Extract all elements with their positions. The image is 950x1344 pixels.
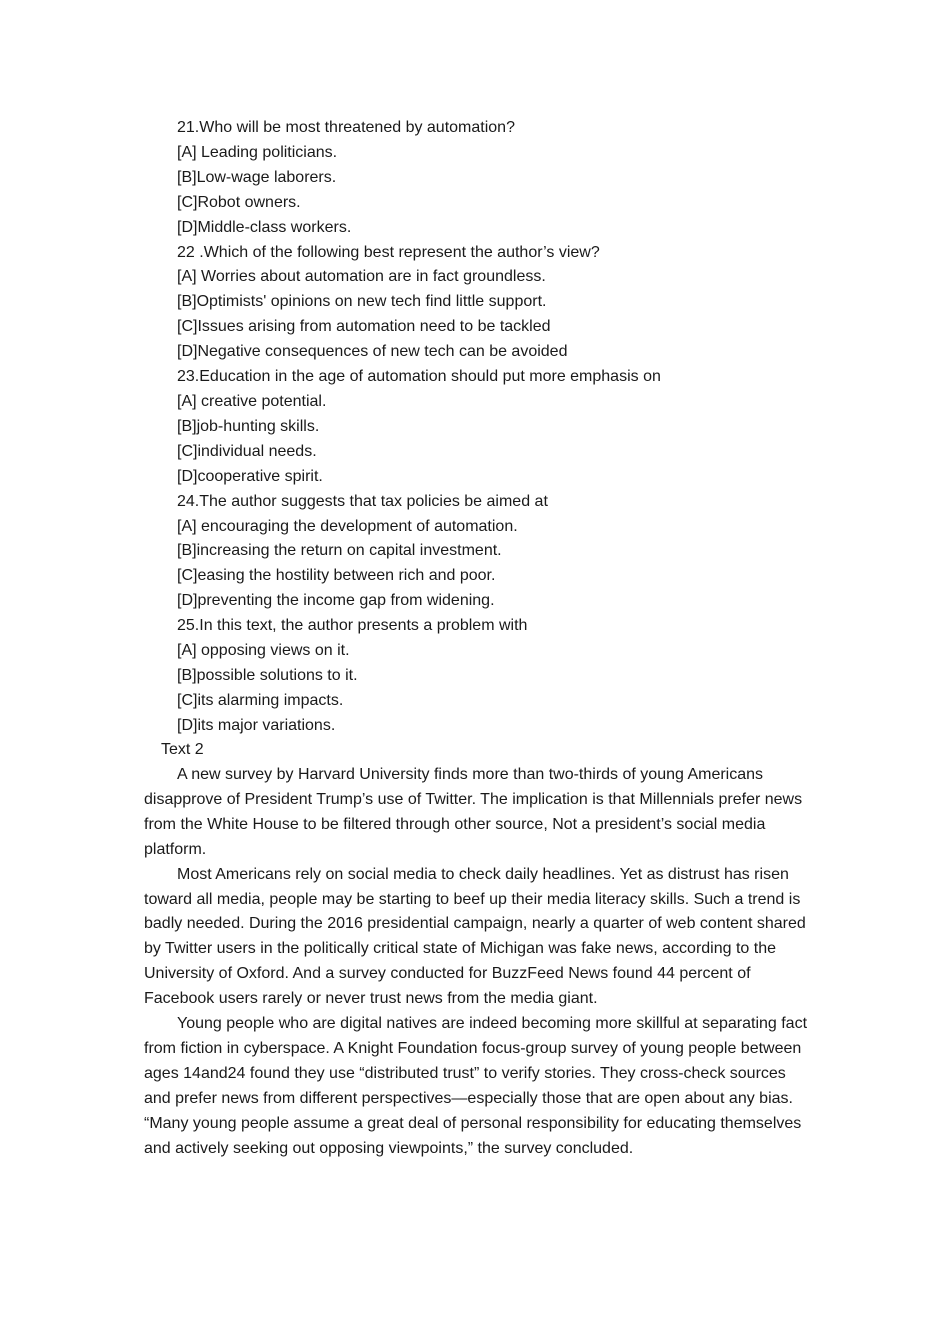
option-d: [D]Negative consequences of new tech can be avoided [177,343,568,361]
question-stem: 23.Education in the age of automation should put more emphasis on [177,368,661,386]
option-b: [B]increasing the return on capital investment. [177,542,502,560]
option-a: [A] Leading politicians. [177,143,338,161]
option-c: [C]Issues arising from automation need to be tackled [177,318,551,336]
option-b: [B]job-hunting skills. [177,417,320,435]
option-b: [B]possible solutions to it. [177,666,358,684]
section-title: Text 2 [161,741,204,758]
option-d: [D]cooperative spirit. [177,467,323,485]
question-22 [177,241,817,366]
option-d: [D]preventing the income gap from widening. [177,592,495,610]
option-c: [C]easing the hostility between rich and poor. [177,567,496,585]
question-list [177,116,817,739]
question-stem: 25.In this text, the author presents a problem with [177,617,528,635]
paragraph: Young people who are digital natives are indeed becoming more skillful at separating fact from fiction in cyberspace. A Knight Foundation focus-group survey of young people between ages 14and24 found they use “distributed trust” to verify stories. They cross-check sources and prefer news from different perspectives—especially those that are open about any bias. “Many young people assume a great deal of personal responsibility for educating themselves and actively seeking out opposing viewpoints,” the survey concluded. [144,1015,808,1157]
option-b: [B]Low-wage laborers. [177,168,337,186]
question-stem: 22 .Which of the following best represent the author’s view? [177,243,600,261]
option-b: [B]Optimists' opinions on new tech find little support. [177,293,547,311]
question-25 [177,614,817,739]
option-a: [A] creative potential. [177,392,327,410]
option-c: [C]individual needs. [177,442,317,460]
question-stem: 24.The author suggests that tax policies be aimed at [177,492,548,510]
option-d: [D]Middle-class workers. [177,218,352,236]
option-a: [A] encouraging the development of automation. [177,517,518,535]
question-21 [177,116,817,241]
question-23 [177,365,817,490]
option-a: [A] Worries about automation are in fact groundless. [177,268,546,286]
option-c: [C]Robot owners. [177,193,301,211]
question-stem: 21.Who will be most threatened by automation? [177,119,515,136]
passage [144,763,812,1162]
option-c: [C]its alarming impacts. [177,691,344,709]
paragraph: A new survey by Harvard University finds more than two-thirds of young Americans disapprove of President Trump’s use of Twitter. The implication is that Millennials prefer news from the White House to be filtered through other source, Not a president’s social media platform. [144,766,803,858]
question-24 [177,490,817,615]
option-a: [A] opposing views on it. [177,642,350,660]
paragraph: Most Americans rely on social media to check daily headlines. Yet as distrust has risen toward all media, people may be starting to beef up their media literacy skills. Such a trend is badly needed. During the 2016 presidential campaign, nearly a quarter of web content shared by Twitter users in the politically critical state of Michigan was fake news, according to the University of Oxford. And a survey conducted for BuzzFeed News found 44 percent of Facebook users rarely or never trust news from the media giant. [144,865,806,1008]
option-d: [D]its major variations. [177,716,336,734]
